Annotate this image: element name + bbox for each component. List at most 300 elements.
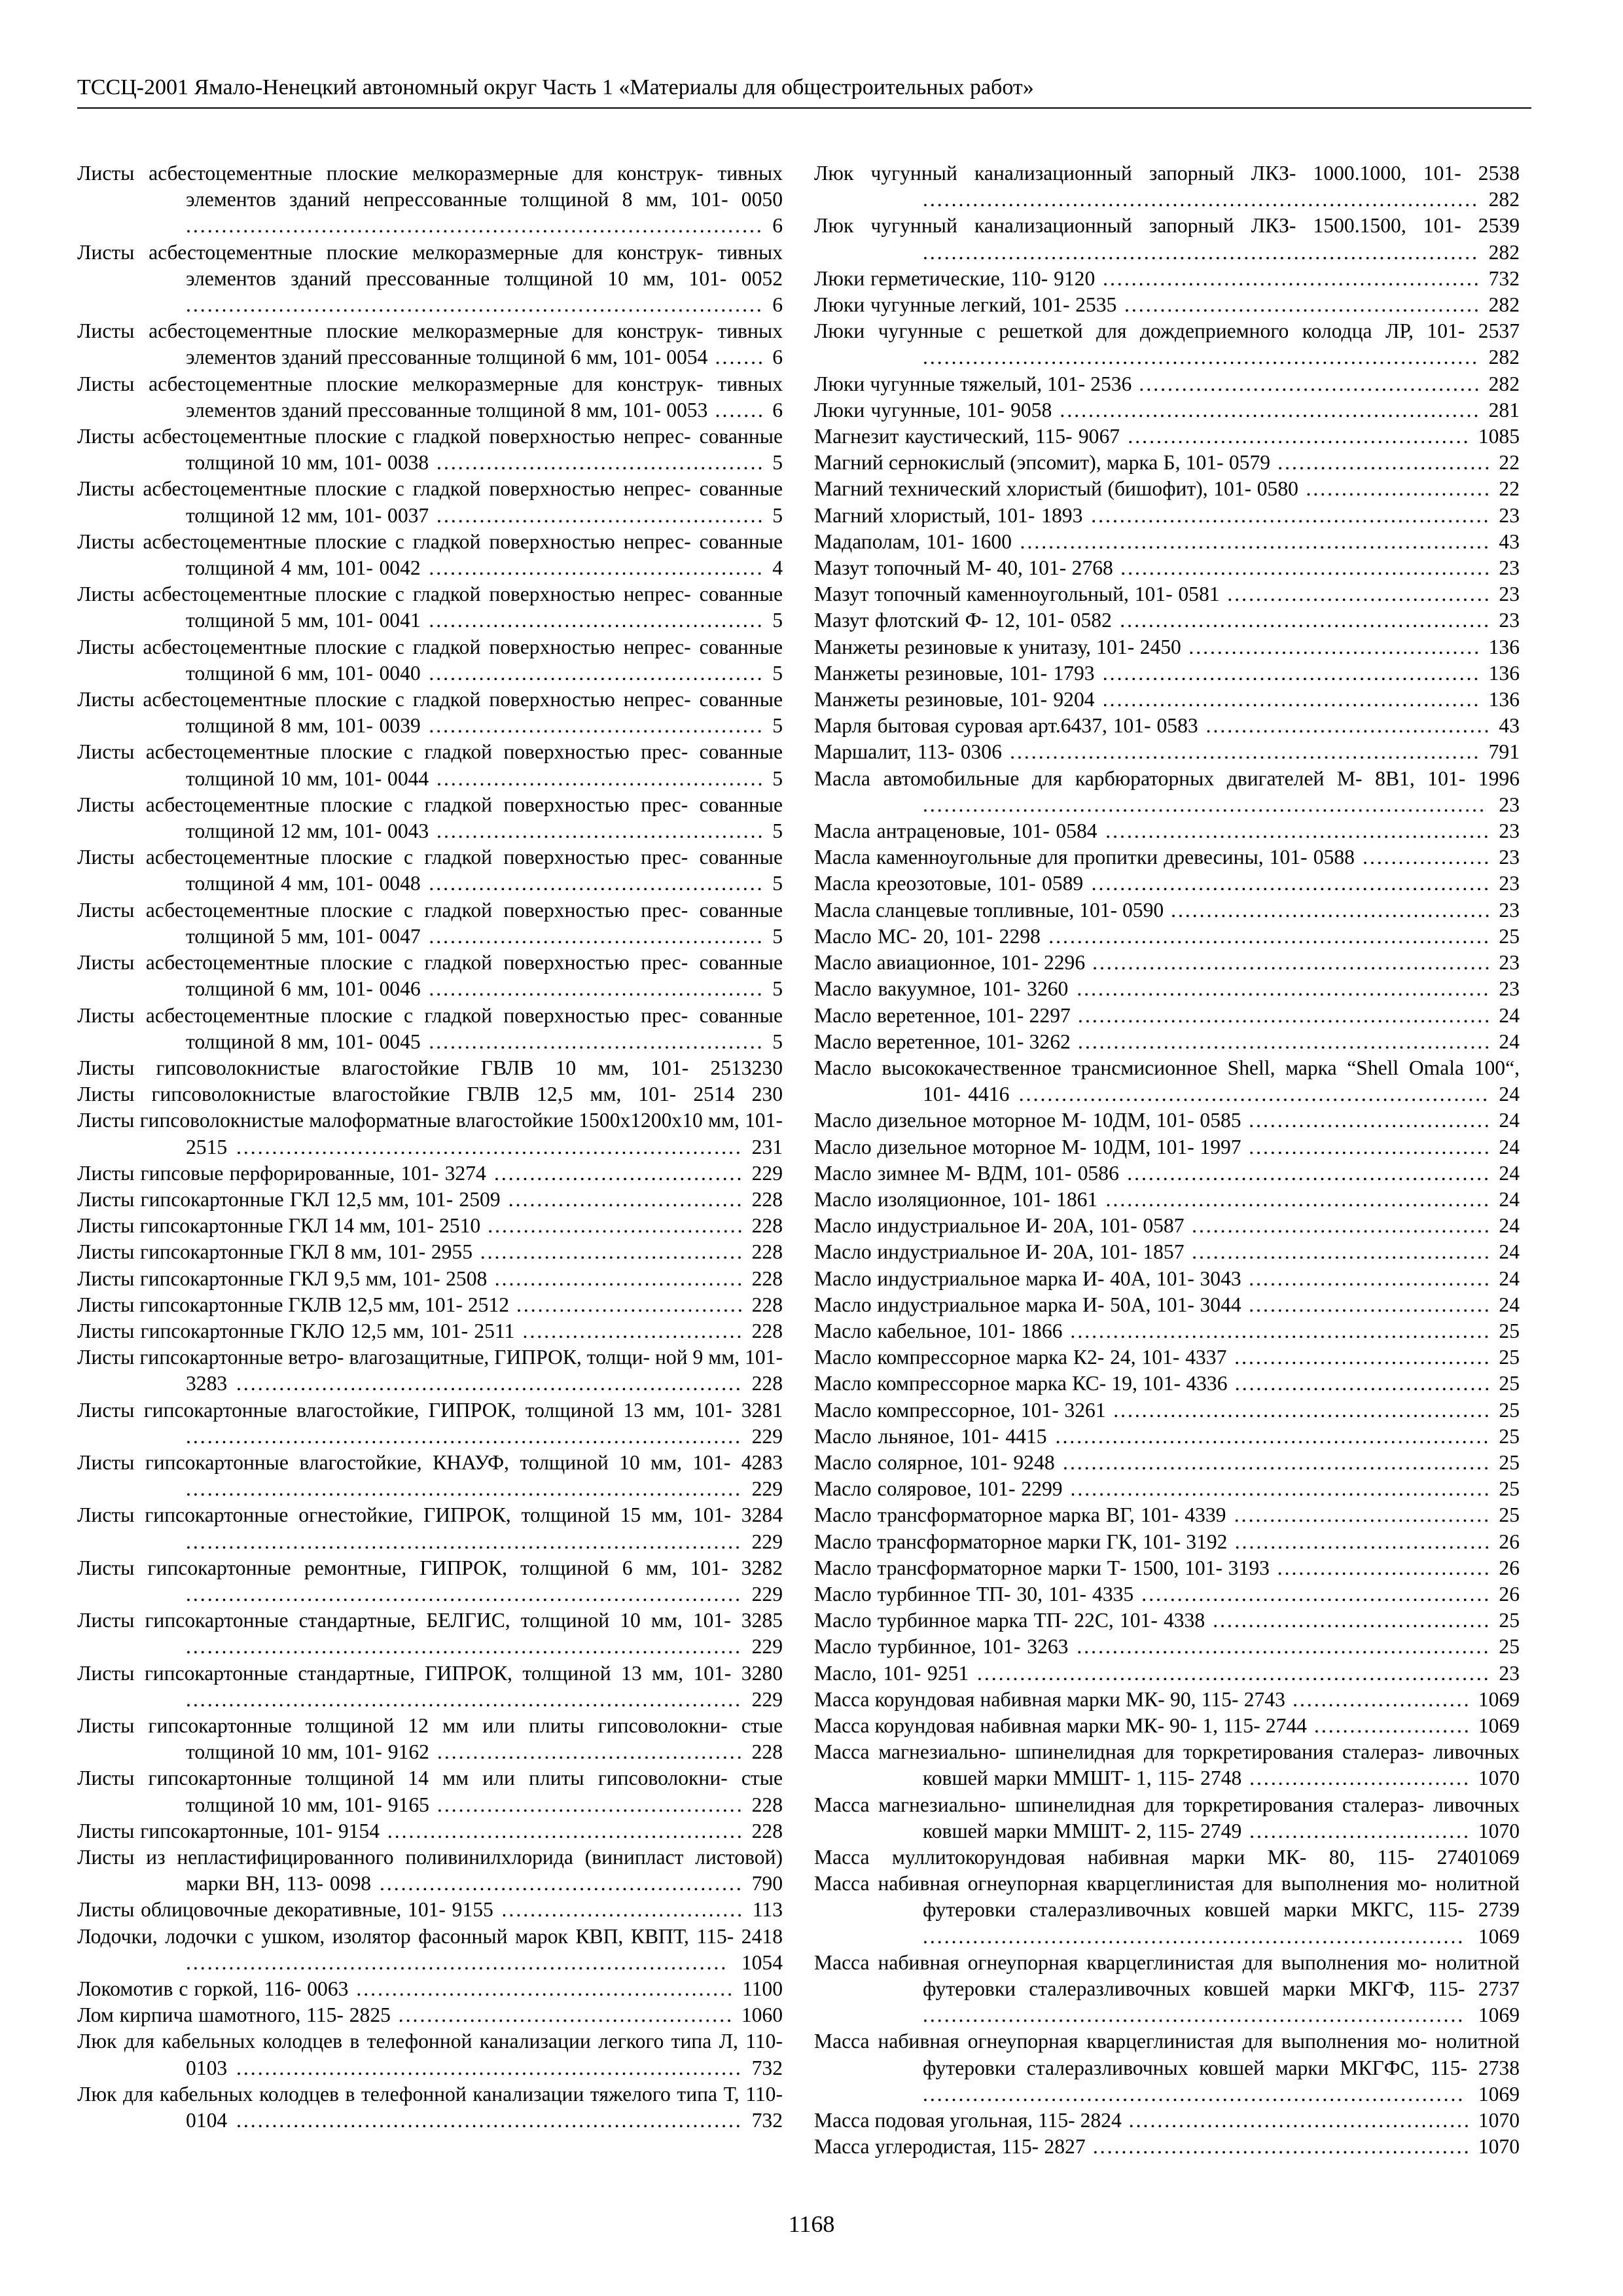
entry-text: Люки чугунные с решеткой для дождеприемного колодца ЛР, 101- 2537: [814, 319, 1520, 343]
entry-page-number: 228: [751, 1372, 783, 1395]
entry-page-number: 25: [1499, 1609, 1520, 1632]
entry-page-number: 23: [1499, 1661, 1520, 1685]
entry-text: Листы гипсокартонные ГКЛ 12,5 мм, 101- 2509: [77, 1187, 501, 1211]
index-entry: [77, 739, 783, 791]
dot-leader: ..................................................: [380, 1819, 752, 1842]
entry-text: Манжеты резиновые к унитазу, 101- 2450: [814, 635, 1181, 658]
index-entry: [814, 1555, 1520, 1581]
entry-text: Листы асбестоцементные плоские мелкоразмерные для конструк- тивных элементов зданий непрессованные толщиной 8 мм, 101- 0050: [77, 162, 783, 211]
entry-text: Масса корундовая набивная марки МК- 90- 1, 115- 2744: [814, 1713, 1307, 1737]
entry-page-number: 228: [751, 1740, 783, 1764]
entry-page-number: 23: [1499, 503, 1520, 527]
index-entry: [77, 160, 783, 240]
entry-page-number: 228: [751, 1240, 783, 1264]
index-entry: [77, 634, 783, 687]
entry-text: Листы асбестоцементные плоские с гладкой поверхностью прес- сованные толщиной 8 мм, 101- 0045: [77, 1003, 783, 1053]
index-entry: [814, 1029, 1520, 1055]
index-entry: [814, 1055, 1520, 1107]
index-entry: [814, 1950, 1520, 2029]
index-entry: [77, 371, 783, 423]
dot-leader: ..........................................................: [1068, 977, 1499, 1001]
dot-leader: ........................................................: [1083, 872, 1499, 895]
dot-leader: .......................................: [1205, 1609, 1499, 1632]
entry-text: Люк чугунный канализационный запорный ЛКЗ- 1000.1000, 101- 2538: [814, 162, 1520, 185]
entry-text: Масло солярное, 101- 9248: [814, 1450, 1055, 1474]
entry-page-number: 5: [772, 661, 783, 685]
entry-page-number: 25: [1499, 1319, 1520, 1342]
entry-text: Масла антраценовые, 101- 0584: [814, 819, 1097, 843]
dot-leader: .................................: [500, 1187, 752, 1211]
dot-leader: ...........................................................: [1062, 1319, 1499, 1342]
entry-page-number: 136: [1488, 688, 1520, 711]
entry-page-number: 791: [1488, 740, 1520, 764]
entry-text: Листы гипсоволокнистые малоформатные влагостойкие 1500х1200х10 мм, 101- 2515: [77, 1109, 783, 1158]
index-entry: [814, 1134, 1520, 1160]
entry-text: Люк для кабельных колодцев в телефонной канализации тяжелого типа Т, 110- 0104: [77, 2082, 783, 2132]
entry-text: Масло авиационное, 101- 2296: [814, 951, 1086, 975]
index-entry: [814, 1239, 1520, 1265]
entry-page-number: 25: [1499, 1635, 1520, 1659]
entry-text: Масло льняное, 101- 4415: [814, 1424, 1047, 1448]
dot-leader: .....................................................: [1094, 688, 1489, 711]
entry-text: Лодочки, лодочки с ушком, изолятор фасонный марок КВП, КВПТ, 115- 2418: [77, 1924, 783, 1948]
entry-page-number: 228: [751, 1819, 783, 1842]
entry-text: Мазут флотский Ф- 12, 101- 0582: [814, 609, 1112, 632]
dot-leader: ............................................................................: [923, 2003, 1478, 2027]
dot-leader: ..........................................................: [1070, 1030, 1499, 1053]
entry-page-number: 231: [751, 1135, 783, 1158]
dot-leader: .......: [707, 398, 773, 422]
dot-leader: ..............................................: [429, 451, 773, 475]
dot-leader: .........................................: [1181, 635, 1489, 658]
entry-text: Листы гипсокартонные ГКЛ 9,5 мм, 101- 2508: [77, 1266, 488, 1290]
entry-page-number: 25: [1499, 1450, 1520, 1474]
dot-leader: ......................................................: [1097, 819, 1499, 843]
entry-page-number: 24: [1499, 1293, 1520, 1316]
entry-text: Масло соляровое, 101- 2299: [814, 1477, 1063, 1501]
index-entry: [814, 634, 1520, 660]
dot-leader: ..............................................................................: [186, 1582, 752, 1605]
dot-leader: ........................................................: [1082, 503, 1499, 527]
entry-page-number: 228: [751, 1266, 783, 1290]
entry-text: Листы асбестоцементные плоские с гладкой поверхностью прес- сованные толщиной 10 мм, 101- 0044: [77, 740, 783, 790]
index-entry: [77, 1187, 783, 1213]
dot-leader: ....................................: [1226, 1503, 1499, 1527]
entry-text: Листы гипсокартонные ремонтные, ГИПРОК, толщиной 6 мм, 101- 3282: [77, 1556, 783, 1579]
dot-leader: ........................................................: [1085, 951, 1499, 975]
index-entry: [814, 1292, 1520, 1318]
index-entry: [77, 1844, 783, 1897]
index-entry: [814, 503, 1520, 529]
dot-leader: ...................................: [486, 1161, 752, 1185]
entry-text: Листы асбестоцементные плоские с гладкой поверхностью прес- сованные толщиной 12 мм, 101- 0043: [77, 793, 783, 843]
index-entry: [77, 950, 783, 1002]
entry-page-number: 23: [1499, 977, 1520, 1001]
index-entry: [814, 897, 1520, 924]
index-entry: [814, 870, 1520, 897]
entry-page-number: 23: [1499, 951, 1520, 975]
entry-text: Масло трансформаторное марка ВГ, 101- 4339: [814, 1503, 1226, 1527]
index-entry: [77, 240, 783, 319]
dot-leader: ..........................................: [1184, 1214, 1499, 1238]
entry-page-number: 229: [751, 1477, 783, 1501]
dot-leader: ..................................................................: [1001, 740, 1489, 764]
index-entry: [77, 1055, 783, 1081]
entry-text: Листы асбестоцементные плоские мелкоразмерные для конструк- тивных элементов зданий прессованные толщиной 8 мм, 101- 0053: [77, 372, 783, 422]
entry-page-number: 24: [1499, 1240, 1520, 1264]
index-entry: [814, 976, 1520, 1002]
dot-leader: ....................................................: [1113, 556, 1499, 580]
entry-text: Листы гипсокартонные ГКЛО 12,5 мм, 101- 2511: [77, 1319, 515, 1342]
entry-page-number: 43: [1499, 714, 1520, 738]
entry-text: Люк для кабельных колодцев в телефонной канализации легкого типа Л, 110- 0103: [77, 2030, 783, 2079]
entry-page-number: 229: [751, 1582, 783, 1605]
index-entry: [77, 1818, 783, 1844]
index-entry: [814, 266, 1520, 292]
entry-page-number: 23: [1499, 583, 1520, 606]
entry-page-number: 282: [1488, 372, 1520, 395]
dot-leader: .............................................................: [1046, 1424, 1499, 1448]
dot-leader: ...................................: [487, 1266, 752, 1290]
dot-leader: ..............................................................................: [923, 240, 1489, 264]
index-entry: [77, 1107, 783, 1160]
entry-text: Листы гипсовые перфорированные, 101- 3274: [77, 1161, 486, 1185]
dot-leader: ........................................................................: [969, 1661, 1499, 1685]
entry-text: Масло дизельное моторное М- 10ДМ, 101- 0585: [814, 1109, 1241, 1132]
dot-leader: ...........................................................: [1052, 398, 1489, 422]
entry-text: Листы асбестоцементные плоские с гладкой поверхностью прес- сованные толщиной 6 мм, 101- 0046: [77, 951, 783, 1001]
dot-leader: .....................................................: [1094, 661, 1489, 685]
dot-leader: ...................................................: [1118, 1161, 1499, 1185]
index-entry: [814, 1739, 1520, 1791]
entry-page-number: 5: [772, 451, 783, 475]
dot-leader: ..........................................................: [1070, 1003, 1499, 1027]
dot-leader: ...............................................: [390, 2003, 741, 2027]
entry-text: Масло веретенное, 101- 3262: [814, 1030, 1071, 1053]
entry-text: Масло компрессорное марка К2- 24, 101- 4337: [814, 1346, 1227, 1369]
entry-page-number: 26: [1499, 1530, 1520, 1553]
entry-text: Масло индустриальное марка И- 40А, 101- 3043: [814, 1266, 1241, 1290]
entry-text: Масла каменноугольные для пропитки древесины, 101- 0588: [814, 846, 1355, 869]
entry-text: Листы асбестоцементные плоские с гладкой поверхностью прес- сованные толщиной 5 мм, 101- 0047: [77, 898, 783, 948]
entry-text: Масло турбинное марка ТП- 22С, 101- 4338: [814, 1609, 1205, 1632]
dot-leader: ..................................: [1241, 1109, 1499, 1132]
page-number: 1168: [788, 2211, 835, 2237]
entry-page-number: 229: [751, 1687, 783, 1711]
entry-text: Масса набивная огнеупорная кварцеглинистая для выполнения мо- нолитной футеровки сталеразливочных ковшей марки МКГФ, 115- 2737: [814, 1950, 1520, 2001]
index-entry: [77, 1924, 783, 1976]
dot-leader: ..............................................: [429, 503, 773, 527]
entry-page-number: 23: [1499, 846, 1520, 869]
entry-page-number: 24: [1499, 1266, 1520, 1290]
index-entry: [77, 529, 783, 581]
entry-text: Масло трансформаторное марки ГК, 101- 3192: [814, 1530, 1228, 1553]
index-entry: [77, 2028, 783, 2081]
entry-text: Манжеты резиновые, 101- 1793: [814, 661, 1095, 685]
entry-page-number: 1069: [1478, 1924, 1520, 1948]
entry-text: Листы асбестоцементные плоские с гладкой поверхностью непрес- сованные толщиной 10 мм, 101- 0038: [77, 425, 783, 475]
entry-page-number: 24: [1499, 1161, 1520, 1185]
dot-leader: ..........................................: [1184, 1240, 1499, 1264]
entry-page-number: 24: [1499, 1135, 1520, 1158]
index-entry: [77, 423, 783, 476]
index-entry: [814, 713, 1520, 739]
entry-text: Масло изоляционное, 101- 1861: [814, 1187, 1098, 1211]
index-column-left: [77, 160, 783, 2134]
index-entry: [77, 1976, 783, 2002]
entry-text: Листы гипсокартонные огнестойкие, ГИПРОК, толщиной 15 мм, 101- 3284: [77, 1503, 783, 1527]
dot-leader: .................................................: [1133, 1582, 1499, 1605]
entry-text: Масса углеродистая, 115- 2827: [814, 2135, 1086, 2159]
index-entry: [814, 1634, 1520, 1660]
index-entry: [77, 1713, 783, 1765]
entry-page-number: 24: [1499, 1214, 1520, 1238]
entry-page-number: 5: [772, 872, 783, 895]
entry-text: Листы гипсокартонные ГКЛ 14 мм, 101- 2510: [77, 1214, 481, 1238]
index-entry: [814, 1660, 1520, 1687]
entry-page-number: 26: [1499, 1582, 1520, 1605]
dot-leader: .....................................................: [348, 1977, 742, 2001]
dot-leader: .....................................................: [1085, 2135, 1478, 2159]
dot-leader: ...............................................: [420, 609, 773, 632]
entry-page-number: 26: [1499, 1556, 1520, 1579]
entry-text: Масло турбинное, 101- 3263: [814, 1635, 1069, 1659]
entry-text: Листы гипсоволокнистые влагостойкие ГВЛВ 10 мм, 101- 2513230: [77, 1056, 783, 1079]
index-entry: [77, 2002, 783, 2028]
index-entry: [77, 476, 783, 528]
entry-text: Масла креозотовые, 101- 0589: [814, 872, 1084, 895]
dot-leader: ...................................................: [371, 1872, 752, 1895]
entry-text: Масло веретенное, 101- 2297: [814, 1003, 1071, 1027]
dot-leader: ................................................: [1121, 2109, 1478, 2132]
dot-leader: ..................................................................: [1009, 1083, 1499, 1106]
entry-page-number: 732: [1488, 266, 1520, 290]
dot-leader: ......................: [1306, 1713, 1478, 1737]
dot-leader: ...............................................: [420, 872, 773, 895]
entry-page-number: 1070: [1478, 2135, 1520, 2159]
index-entry: [814, 292, 1520, 318]
dot-leader: .......................................................................: [227, 2109, 752, 2132]
entry-page-number: 25: [1499, 1424, 1520, 1448]
index-entry: [814, 2028, 1520, 2108]
entry-page-number: 5: [772, 977, 783, 1001]
entry-text: Листы асбестоцементные плоские мелкоразмерные для конструк- тивных элементов зданий прессованные толщиной 6 мм, 101- 0054: [77, 319, 783, 369]
index-entry: [814, 397, 1520, 423]
entry-page-number: 229: [751, 1161, 783, 1185]
entry-page-number: 1069: [1478, 1687, 1520, 1711]
dot-leader: ..............................................................................: [186, 1687, 752, 1711]
dot-leader: .........................: [1285, 1687, 1478, 1711]
index-entry: [814, 476, 1520, 502]
index-entry: [77, 1765, 783, 1818]
dot-leader: ...............................................: [420, 714, 773, 738]
entry-text: Листы облицовочные декоративные, 101- 9155: [77, 1898, 493, 1922]
entry-text: Масса магнезиально- шпинелидная для торкретирования сталераз- ливочных ковшей марки ММШТ- 2, 115- 2749: [814, 1793, 1520, 1842]
index-entry: [814, 371, 1520, 397]
entry-text: Масса набивная огнеупорная кварцеглинистая для выполнения мо- нолитной футеровки сталеразливочных ковшей марки МКГС, 115- 2739: [814, 1872, 1520, 1922]
dot-leader: ....................................: [1226, 1346, 1499, 1369]
index-entry: [814, 1844, 1520, 1871]
entry-text: Масло компрессорное, 101- 3261: [814, 1398, 1106, 1422]
index-entry: [814, 766, 1520, 818]
entry-text: Листы гипсокартонные, 101- 9154: [77, 1819, 380, 1842]
index-entry: [77, 1897, 783, 1923]
index-entry: [814, 1187, 1520, 1213]
entry-page-number: 25: [1499, 1477, 1520, 1501]
entry-text: Листы гипсокартонные толщиной 12 мм или плиты гипсоволокни- стые толщиной 10 мм, 101- 9162: [77, 1713, 783, 1764]
entry-page-number: 229: [751, 1530, 783, 1553]
entry-page-number: 23: [1499, 819, 1520, 843]
index-entry: [814, 1213, 1520, 1239]
dot-leader: ..................................: [493, 1898, 753, 1922]
dot-leader: ............................................................: [1054, 1450, 1499, 1474]
entry-page-number: 5: [772, 924, 783, 948]
entry-page-number: 6: [772, 398, 783, 422]
entry-text: Масло индустриальное И- 20А, 101- 1857: [814, 1240, 1185, 1264]
entry-text: Масса подовая угольная, 115- 2824: [814, 2109, 1122, 2132]
index-entry: [814, 660, 1520, 687]
index-entry: [814, 1529, 1520, 1555]
index-entry: [814, 160, 1520, 213]
index-entry: [77, 1081, 783, 1107]
entry-text: Мазут топочный М- 40, 101- 2768: [814, 556, 1113, 580]
entry-page-number: 228: [751, 1214, 783, 1238]
index-entry: [77, 1555, 783, 1607]
entry-page-number: 281: [1488, 398, 1520, 422]
entry-page-number: 22: [1499, 477, 1520, 501]
entry-text: Листы гипсокартонные влагостойкие, КНАУФ, толщиной 10 мм, 101- 4283: [77, 1450, 783, 1474]
entry-page-number: 1069: [1478, 2082, 1520, 2106]
dot-leader: .............................................: [1164, 898, 1499, 922]
entry-page-number: 23: [1499, 556, 1520, 580]
dot-leader: ...............................: [514, 1319, 752, 1342]
dot-leader: .......................................................................: [227, 1135, 752, 1158]
entry-text: Листы из непластифицированного поливинилхлорида (винипласт листовой) марки ВН, 113- 0098: [77, 1846, 783, 1895]
index-entry: [814, 1792, 1520, 1844]
dot-leader: ..............................................................: [1040, 924, 1499, 948]
entry-text: Магний технический хлористый (бишофит), 101- 0580: [814, 477, 1298, 501]
dot-leader: .......................................................................: [227, 1372, 752, 1395]
dot-leader: ..............................................................................: [923, 346, 1489, 369]
dot-leader: ....................................: [1227, 1372, 1499, 1395]
index-entry: [814, 1424, 1520, 1450]
entry-page-number: 5: [772, 609, 783, 632]
index-entry: [814, 1871, 1520, 1950]
entry-page-number: 113: [752, 1898, 783, 1922]
dot-leader: ..................................: [1241, 1266, 1499, 1290]
entry-page-number: 22: [1499, 451, 1520, 475]
entry-text: Локомотив с горкой, 116- 0063: [77, 1977, 349, 2001]
dot-leader: ...........................................................: [1062, 1477, 1499, 1501]
index-entry: [814, 318, 1520, 370]
index-entry: [814, 844, 1520, 870]
entry-page-number: 43: [1499, 529, 1520, 553]
index-entry: [814, 2108, 1520, 2134]
index-entry: [77, 1607, 783, 1660]
entry-text: Масло турбинное ТП- 30, 101- 4335: [814, 1582, 1134, 1605]
entry-text: Люки чугунные легкий, 101- 2535: [814, 293, 1117, 317]
index-entry: [814, 1581, 1520, 1607]
dot-leader: .......................................................................: [227, 2056, 752, 2079]
index-entry: [77, 1660, 783, 1713]
entry-page-number: 25: [1499, 1503, 1520, 1527]
entry-text: Магний хлористый, 101- 1893: [814, 503, 1083, 527]
entry-page-number: 229: [751, 1635, 783, 1659]
entry-text: Люки чугунные тяжелый, 101- 2536: [814, 372, 1132, 395]
entry-text: Люки чугунные, 101- 9058: [814, 398, 1052, 422]
index-entry: [77, 2081, 783, 2134]
entry-page-number: 1069: [1478, 1713, 1520, 1737]
dot-leader: ...............................................: [420, 924, 773, 948]
entry-text: Листы асбестоцементные плоские с гладкой поверхностью непрес- сованные толщиной 8 мм, 101- 0039: [77, 688, 783, 738]
index-entry: [814, 1687, 1520, 1713]
entry-text: Масло зимнее М- ВДМ, 101- 0586: [814, 1161, 1119, 1185]
entry-page-number: 282: [1488, 188, 1520, 211]
entry-page-number: 23: [1499, 898, 1520, 922]
entry-text: Листы гипсокартонные ветро- влагозащитные, ГИПРОК, толщи- ной 9 мм, 101- 3283: [77, 1346, 783, 1395]
entry-page-number: 136: [1488, 661, 1520, 685]
dot-leader: ..........................: [1298, 477, 1499, 501]
index-entry: [814, 950, 1520, 976]
entry-text: Листы асбестоцементные плоские с гладкой поверхностью непрес- сованные толщиной 6 мм, 101- 0040: [77, 635, 783, 685]
entry-text: Масло МС- 20, 101- 2298: [814, 924, 1041, 948]
index-entry: [814, 924, 1520, 950]
entry-page-number: 24: [1499, 1083, 1520, 1106]
entry-text: Листы гипсоволокнистые влагостойкие ГВЛВ 12,5 мм, 101- 2514 230: [77, 1083, 783, 1106]
entry-page-number: 25: [1499, 1346, 1520, 1369]
index-entry: [814, 423, 1520, 450]
entry-text: Мазут топочный каменноугольный, 101- 0581: [814, 583, 1220, 606]
index-entry: [77, 1450, 783, 1502]
entry-text: Люки герметические, 110- 9120: [814, 266, 1096, 290]
index-entry: [814, 1607, 1520, 1634]
entry-page-number: 25: [1499, 924, 1520, 948]
dot-leader: ...............................................: [420, 1030, 773, 1053]
index-entry: [814, 1160, 1520, 1187]
index-entry: [77, 1213, 783, 1239]
entry-page-number: 4: [772, 556, 783, 580]
entry-text: Масса магнезиально- шпинелидная для торкретирования сталераз- ливочных ковшей марки ММШТ- 1, 115- 2748: [814, 1740, 1520, 1790]
dot-leader: .....................................................: [1105, 1398, 1499, 1422]
entry-text: Масла автомобильные для карбюраторных двигателей М- 8В1, 101- 1996: [814, 766, 1520, 790]
index-entry: [814, 1003, 1520, 1029]
running-header: ТССЦ-2001 Ямало-Ненецкий автономный округ Часть 1 «Материалы для общестроительных работ»: [77, 75, 1034, 99]
index-entry: [77, 1160, 783, 1187]
entry-page-number: 790: [751, 1872, 783, 1895]
entry-page-number: 1070: [1478, 2109, 1520, 2132]
index-entry: [77, 1502, 783, 1554]
dot-leader: ........................................: [1198, 714, 1499, 738]
index-entry: [814, 1713, 1520, 1739]
entry-page-number: 1100: [741, 1977, 783, 2001]
dot-leader: ..............................................: [429, 819, 773, 843]
entry-page-number: 1070: [1478, 1819, 1520, 1842]
dot-leader: ..................: [1354, 846, 1499, 869]
dot-leader: ...............................: [1241, 1767, 1478, 1790]
entry-text: Листы асбестоцементные плоские с гладкой поверхностью прес- сованные толщиной 4 мм, 101- 0048: [77, 846, 783, 895]
dot-leader: ..................................................: [1116, 293, 1489, 317]
index-entry: [814, 1344, 1520, 1371]
entry-text: Масса набивная огнеупорная кварцеглинистая для выполнения мо- нолитной футеровки сталеразливочных ковшей марки МКГФС, 115- 2738: [814, 2030, 1520, 2079]
entry-page-number: 732: [751, 2109, 783, 2132]
index-entry: [814, 739, 1520, 765]
entry-text: Масло компрессорное марка КС- 19, 101- 4336: [814, 1372, 1228, 1395]
dot-leader: ......................................................: [1097, 1187, 1499, 1211]
dot-leader: ................................................: [1120, 425, 1478, 448]
entry-page-number: 24: [1499, 1030, 1520, 1053]
index-entry: [77, 792, 783, 844]
entry-page-number: 229: [751, 1424, 783, 1448]
